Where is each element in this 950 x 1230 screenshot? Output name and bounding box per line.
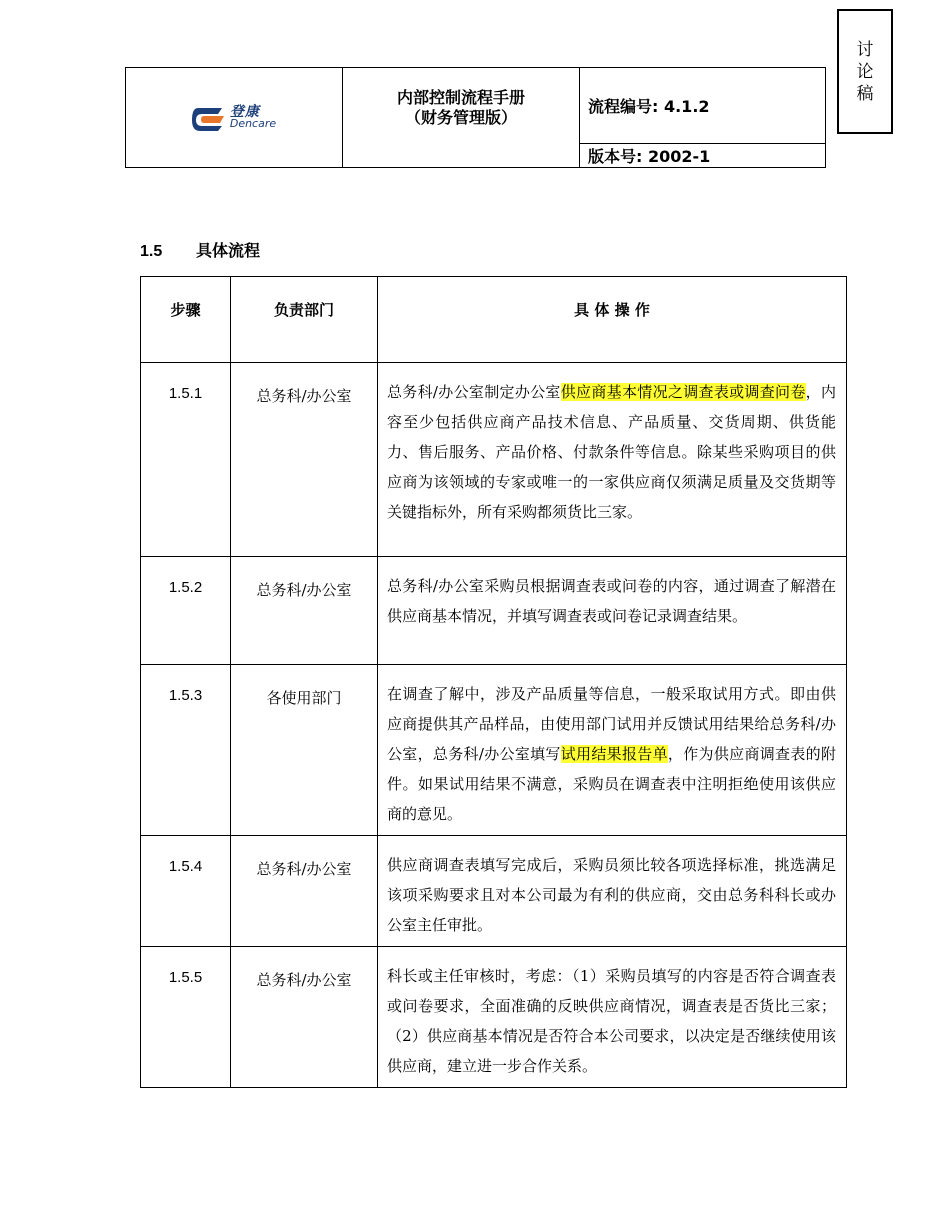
operation-text bbox=[378, 665, 847, 836]
table-row bbox=[141, 557, 847, 665]
text-segment: ，作为供应商调查表的附件。如果试用结果不满意，采购员在调查表中注明拒绝使用该供应商的意见。 bbox=[387, 745, 836, 823]
department: 总务科/办公室 bbox=[231, 836, 378, 947]
table-header-row bbox=[141, 277, 847, 363]
draft-stamp bbox=[837, 9, 893, 134]
text-segment: 总务科/办公室采购员根据调查表或问卷的内容，通过调查了解潜在供应商基本情况，并填写调查表或问卷记录调查结果。 bbox=[387, 577, 836, 625]
process-table bbox=[140, 276, 847, 1088]
department: 总务科/办公室 bbox=[231, 557, 378, 665]
table-row bbox=[141, 363, 847, 557]
table-row bbox=[141, 836, 847, 947]
department: 总务科/办公室 bbox=[231, 363, 378, 557]
step-number: 1.5.2 bbox=[141, 557, 231, 665]
logo-cell bbox=[126, 68, 343, 168]
stamp-char: 稿 bbox=[856, 84, 874, 104]
manual-title-line2: （财务管理版） bbox=[404, 108, 517, 127]
company-logo bbox=[126, 104, 342, 132]
highlighted-form-name: 供应商基本情况之调查表或调查问卷 bbox=[560, 383, 806, 401]
step-number: 1.5.1 bbox=[141, 363, 231, 557]
highlighted-form-name: 试用结果报告单 bbox=[560, 745, 668, 763]
table-row bbox=[141, 947, 847, 1088]
logo-swoosh-icon bbox=[192, 104, 226, 132]
text-segment: 总务科/办公室制定办公室 bbox=[387, 383, 561, 401]
text-segment: ，内容至少包括供应商产品技术信息、产品质量、交货周期、供货能力、售后服务、产品价格、付款条件等信息。除某些采购项目的供应商为该领域的专家或唯一的一家供应商仅须满足质量及交货期等关键指标外，所有采购都须货比三家。 bbox=[387, 383, 836, 521]
logo-chinese: 登康 bbox=[229, 103, 260, 120]
header-step: 步骤 bbox=[141, 277, 231, 363]
text-segment: 科长或主任审核时，考虑：（1）采购员填写的内容是否符合调查表或问卷要求，全面准确的反映供应商情况，调查表是否货比三家；（2）供应商基本情况是否符合本公司要求，以决定是否继续使用该供应商，建立进一步合作关系。 bbox=[387, 967, 836, 1075]
table-row bbox=[141, 665, 847, 836]
operation-text bbox=[378, 947, 847, 1088]
section-title: 具体流程 bbox=[196, 241, 261, 260]
version-number: 版本号: 2002-1 bbox=[580, 144, 826, 168]
logo-english: Dencare bbox=[229, 116, 277, 130]
operation-text bbox=[378, 836, 847, 947]
department: 总务科/办公室 bbox=[231, 947, 378, 1088]
stamp-char: 讨 bbox=[856, 40, 874, 60]
text-segment: 供应商调查表填写完成后，采购员须比较各项选择标准，挑选满足该项采购要求且对本公司最为有利的供应商，交由总务科科长或办公室主任审批。 bbox=[387, 856, 836, 934]
header-dept: 负责部门 bbox=[231, 277, 378, 363]
header-ops: 具 体 操 作 bbox=[378, 277, 847, 363]
document-header bbox=[125, 67, 826, 168]
operation-text bbox=[378, 557, 847, 665]
operation-text bbox=[378, 363, 847, 557]
step-number: 1.5.5 bbox=[141, 947, 231, 1088]
department: 各使用部门 bbox=[231, 665, 378, 836]
text-segment: 在调查了解中，涉及产品质量等信息，一般采取试用方式。即由供应商提供其产品样品，由使用部门试用并反馈试用结果给总务科/办公室，总务科/办公室填写 bbox=[387, 685, 836, 763]
section-heading bbox=[140, 238, 260, 261]
section-number: 1.5 bbox=[140, 243, 163, 260]
manual-title bbox=[343, 68, 580, 168]
step-number: 1.5.3 bbox=[141, 665, 231, 836]
stamp-char: 论 bbox=[856, 62, 874, 82]
step-number: 1.5.4 bbox=[141, 836, 231, 947]
manual-title-line1: 内部控制流程手册 bbox=[396, 88, 525, 107]
process-number: 流程编号: 4.1.2 bbox=[580, 68, 826, 144]
